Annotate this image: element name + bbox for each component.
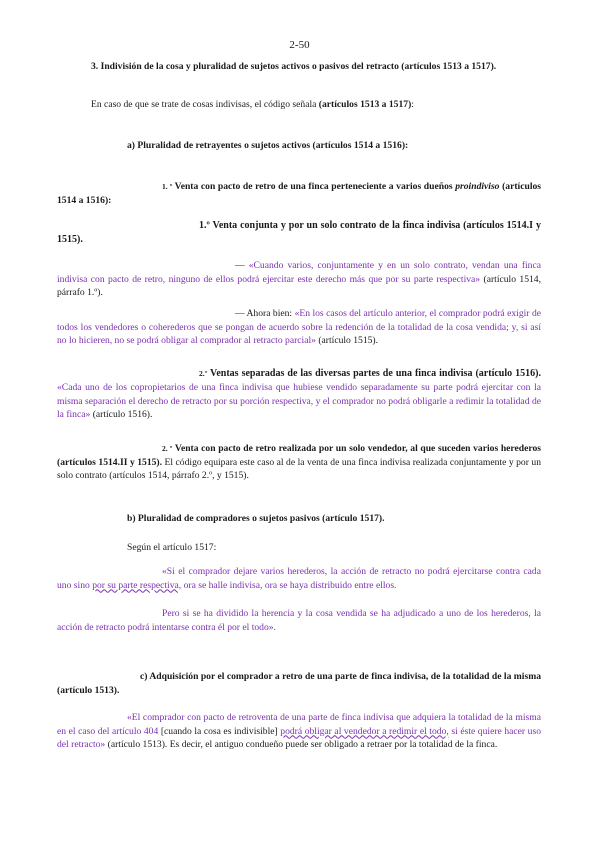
point-1-para-2-lead: — Ahora bien:	[235, 308, 293, 319]
section-b-title-text: b) Pluralidad de compradores o sujetos pasivos (artículo 1517).	[127, 513, 385, 524]
section-c-title-text: c) Adquisición por el comprador a retro de una parte de finca indivisa, de la totalidad de la misma (artículo 1513).	[57, 671, 541, 696]
section-b-lead	[57, 541, 541, 555]
point-1-para-1-quote: «Cuando varios, conjuntamente y en un solo contrato, vendan una finca indivisa con pacto de retro, ninguno de ellos podrá ejercitar este derecho más que por su parte respectiva»	[57, 260, 541, 285]
section-b-quote-1-a: «Si el comprador dejare varios herederos, la acción de retracto no podrá ejercitarse contra cada uno sino	[57, 566, 541, 591]
point-1-title	[57, 219, 541, 247]
point-2-title: Ventas separadas de las diversas partes de una finca indivisa (artículo 1516).	[210, 368, 541, 379]
section-c-quote-a: «El comprador con pacto de retroventa de una parte de finca indivisa que adquiera la totalidad de la misma en el caso del artículo 404	[57, 712, 541, 737]
subsection-1-number: 1. º	[162, 182, 173, 191]
section-heading	[57, 60, 541, 74]
section-b-quote-1-underlined: por su parte respectiva,	[92, 579, 182, 591]
subsection-1-title-b: (artículos 1514 a 1516):	[57, 181, 542, 206]
point-2-quote: «Cada uno de los copropietarios de una finca indivisa que hubiese vendido separadamente su parte podrá ejercitar con la misma separación el derecho de retracto por su porción respectiva, y el comprador no podrá obligarle a redimir la totalidad de la finca»	[57, 382, 541, 421]
intro-paragraph	[57, 98, 541, 112]
point-2-paragraph	[57, 367, 541, 422]
subsection-1-title-a: Venta con pacto de retro de una finca perteneciente a varios dueños	[174, 181, 453, 192]
section-c-paragraph	[57, 711, 541, 752]
intro-text: En caso de que se trate de cosas indivisas, el código señala	[91, 99, 317, 110]
intro-ref: (artículos 1513 a 1517)	[318, 99, 412, 110]
page-number: 2-50	[289, 39, 310, 51]
point-1-title-text: 1.º Venta conjunta y por un solo contrato de la finca indivisa (artículos 1514.I y 1515).	[57, 220, 541, 246]
section-c-bracket: [cuando la cosa es indivisible]	[160, 725, 278, 737]
subsection-2-title: Venta con pacto de retro realizada por un solo vendedor, al que suceden varios herederos (artículos 1514.II y 1515).	[57, 443, 541, 468]
subsection-1-title-italic: proindiviso	[455, 181, 500, 192]
point-1-para-2	[57, 307, 541, 348]
point-1-para-1-dash: —	[235, 260, 245, 271]
section-c-ref: (artículo 1513). Es decir, el antiguo condueño puede ser obligado a retraer por la totalidad de la finca.	[107, 739, 498, 751]
subsection-2-number: 2. º	[162, 444, 173, 453]
point-1-para-2-quote: «En los casos del artículo anterior, el comprador podrá exigir de todos los vendedores o coherederos que se pongan de acuerdo sobre la redención de la totalidad de la cosa vendida; y, si así no lo hicieren, no se podrá obligar al comprador al retracto parcial»	[57, 308, 541, 347]
point-2-ref: (artículo 1516).	[92, 409, 153, 421]
section-heading-text: 3. Indivisión de la cosa y pluralidad de sujetos activos o pasivos del retracto (artículos 1513 a 1517).	[91, 61, 497, 72]
subsection-2-text: El código equipara este caso al de la venta de una finca indivisa realizada conjuntamente y por un solo contrato (artículos 1514, párrafo 2.º, y 1515).	[57, 456, 541, 482]
section-b-quote-1-b: ora se halle indivisa, ora se haya distribuido entre ellos.	[183, 579, 397, 591]
intro-tail: :	[411, 99, 414, 110]
subsection-1-title	[57, 180, 541, 207]
point-1-para-1	[57, 259, 541, 300]
section-a-title	[57, 139, 541, 153]
section-c-quote-b: si éste quiere hacer uso del retracto»	[57, 725, 542, 751]
section-c-quote-underlined: podrá obligar al vendedor a redimir el todo,	[280, 725, 449, 737]
section-b-quote-2	[57, 607, 541, 634]
section-b-quote-2-text: Pero si se ha dividido la herencia y la cosa vendida se ha adjudicado a uno de los herederos, la acción de retracto podrá intentarse contra él por el todo».	[57, 608, 541, 633]
section-b-title	[57, 512, 541, 526]
point-2-number: 2.º	[199, 369, 208, 378]
section-b-lead-text: Según el artículo 1517:	[127, 542, 217, 553]
point-1-para-2-ref: (artículo 1515).	[318, 335, 379, 347]
point-1-para-1-ref: (artículo 1514, párrafo 1.º).	[57, 273, 542, 299]
section-a-title-text: a) Pluralidad de retrayentes o sujetos activos (artículos 1514 a 1516):	[127, 140, 409, 151]
section-c-title	[57, 670, 541, 697]
section-b-quote-1	[57, 565, 541, 592]
subsection-2-paragraph	[57, 442, 541, 483]
